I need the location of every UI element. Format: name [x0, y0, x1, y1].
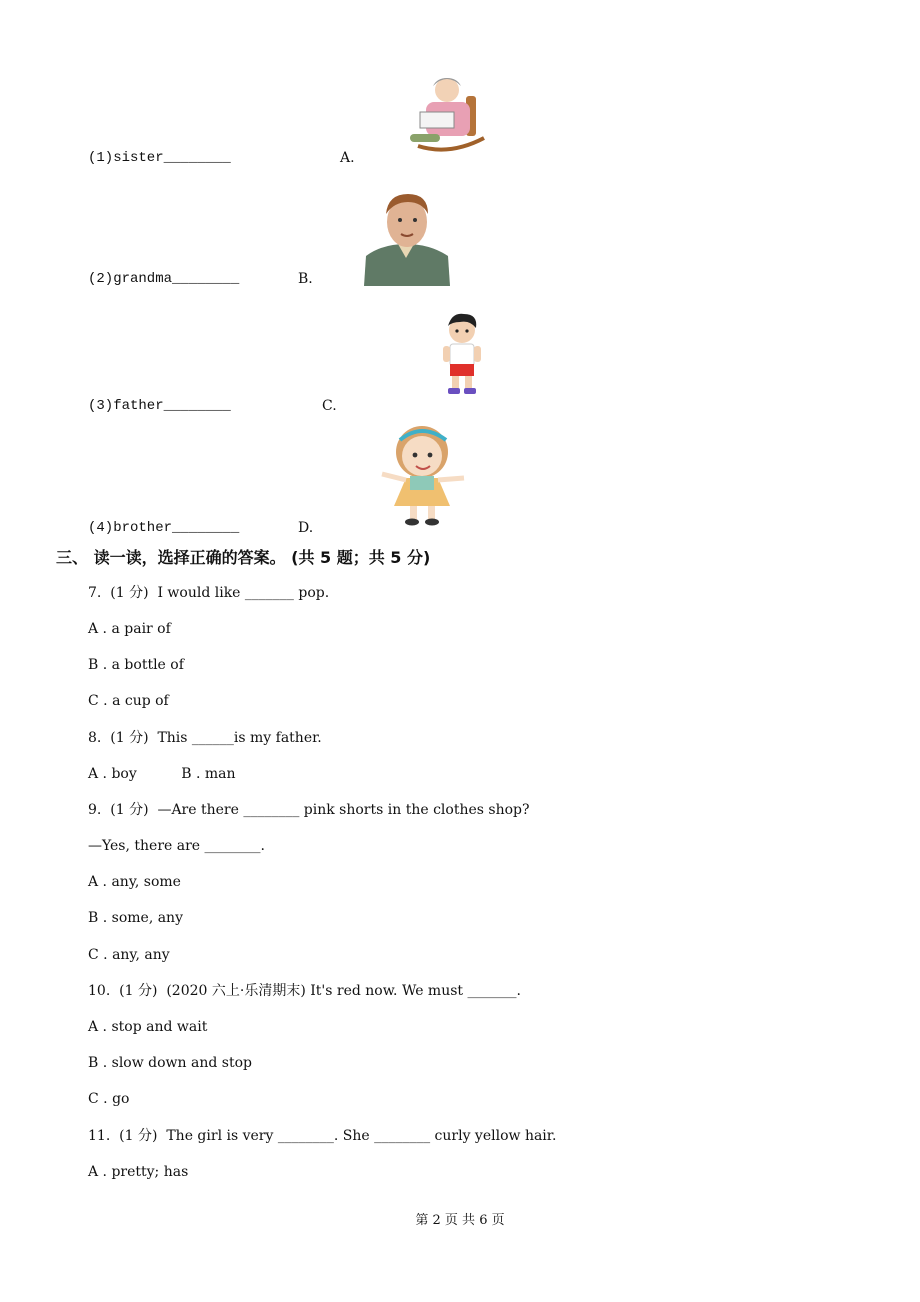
- question-7-option-a: A . a pair of: [88, 621, 171, 637]
- question-9-option-b: B . some, any: [88, 910, 183, 926]
- match-word-1: (1)sister________: [88, 150, 231, 166]
- match-word-4: (4)brother________: [88, 520, 240, 536]
- match-word-2: (2)grandma________: [88, 271, 240, 287]
- question-7-stem: 7. (1 分) I would like _______ pop.: [88, 585, 330, 601]
- match-letter-c: C.: [322, 398, 337, 414]
- question-9-stem-reply: —Yes, there are ________.: [88, 838, 265, 854]
- section-heading: 三、 读一读，选择正确的答案。 (共 5 题；共 5 分): [56, 548, 431, 567]
- girl-smiling-picture: [376, 422, 472, 526]
- question-10-option-a: A . stop and wait: [88, 1019, 208, 1035]
- question-9-stem: 9. (1 分) —Are there ________ pink shorts in the clothes shop?: [88, 802, 530, 818]
- question-9-option-a: A . any, some: [88, 874, 181, 890]
- match-letter-a: A.: [340, 150, 355, 166]
- grandma-rocking-chair-picture: [400, 72, 496, 154]
- page-footer: 第 2 页 共 6 页: [415, 1213, 505, 1228]
- question-11-stem: 11. (1 分) The girl is very ________. She ________ curly yellow hair.: [88, 1128, 557, 1144]
- boy-standing-picture: [434, 312, 490, 396]
- question-11-option-a: A . pretty; has: [88, 1164, 189, 1180]
- question-10-option-b: B . slow down and stop: [88, 1055, 252, 1071]
- match-word-3: (3)father________: [88, 398, 231, 414]
- question-7-option-b: B . a bottle of: [88, 657, 184, 673]
- question-9-option-c: C . any, any: [88, 947, 170, 963]
- match-letter-d: D.: [298, 520, 314, 536]
- question-8-stem: 8. (1 分) This ______is my father.: [88, 730, 322, 746]
- man-portrait-picture: [362, 192, 452, 286]
- question-7-option-c: C . a cup of: [88, 693, 169, 709]
- match-letter-b: B.: [298, 271, 313, 287]
- question-10-option-c: C . go: [88, 1091, 130, 1107]
- question-8-options: A . boy B . man: [88, 766, 236, 782]
- question-10-stem: 10. (1 分) (2020 六上·乐清期末) It's red now. We must _______.: [88, 983, 521, 999]
